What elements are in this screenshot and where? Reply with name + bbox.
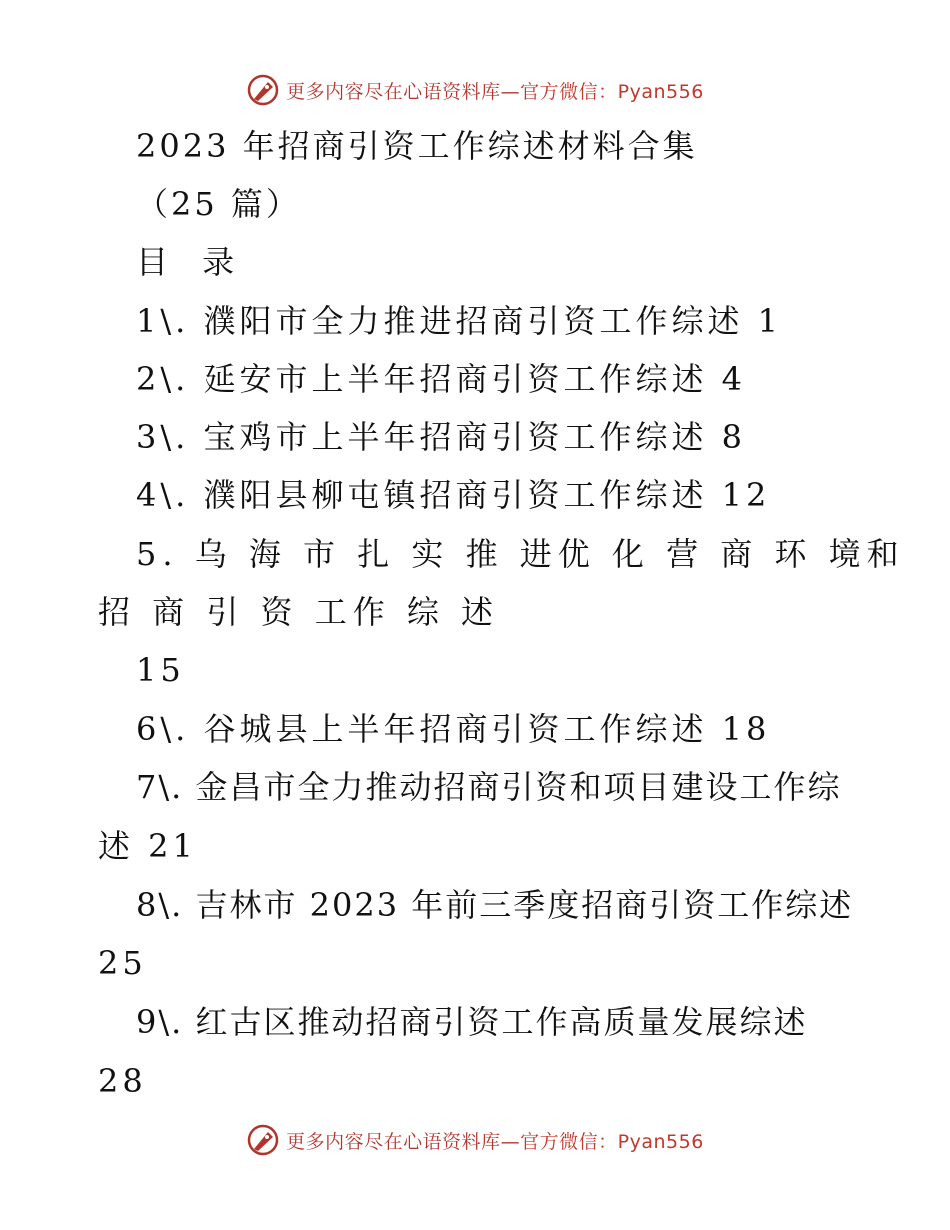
toc-heading: 目 录 xyxy=(136,243,247,281)
toc-entry-7-line-2: 述 21 xyxy=(98,827,197,865)
brand-wechat: 官方微信：Pyan556 xyxy=(520,80,704,103)
toc-entry-7-line-1: 7\. 金昌市全力推动招商引资和项目建设工作综 xyxy=(136,768,842,806)
brand-text: 更多内容尽在心语资料库—官方微信：Pyan556 xyxy=(286,1130,704,1153)
pen-nib-logo-icon xyxy=(246,1123,280,1157)
toc-entry-1: 1\. 濮阳市全力推进招商引资工作综述 1 xyxy=(136,302,783,340)
header-watermark xyxy=(0,70,950,110)
toc-entry-5-page: 15 xyxy=(136,651,185,689)
toc-entry-2: 2\. 延安市上半年招商引资工作综述 4 xyxy=(136,360,747,398)
toc-entry-8-line-2: 25 xyxy=(98,944,147,982)
toc-entry-5-line-2: 招 商 引 资 工作 综 述 xyxy=(98,593,500,631)
pen-nib-logo-icon xyxy=(246,73,280,107)
document-title: 2023 年招商引资工作综述材料合集 xyxy=(136,127,698,165)
toc-entry-5-line-1: 5. 乌 海 市 扎 实 推 进优 化 营 商 环 境和 xyxy=(136,535,905,573)
brand-text: 更多内容尽在心语资料库—官方微信：Pyan556 xyxy=(286,80,704,103)
footer-watermark xyxy=(0,1120,950,1160)
toc-entry-6: 6\. 谷城县上半年招商引资工作综述 18 xyxy=(136,710,771,748)
toc-entry-4: 4\. 濮阳县柳屯镇招商引资工作综述 12 xyxy=(136,476,771,514)
document-subtitle: （25 篇） xyxy=(136,185,301,223)
toc-entry-9-line-2: 28 xyxy=(98,1062,147,1100)
brand-wechat: 官方微信：Pyan556 xyxy=(520,1130,704,1153)
toc-entry-3: 3\. 宝鸡市上半年招商引资工作综述 8 xyxy=(136,418,747,456)
toc-entry-8-line-1: 8\. 吉林市 2023 年前三季度招商引资工作综述 xyxy=(136,886,854,924)
toc-entry-9-line-1: 9\. 红古区推动招商引资工作高质量发展综述 xyxy=(136,1003,808,1041)
